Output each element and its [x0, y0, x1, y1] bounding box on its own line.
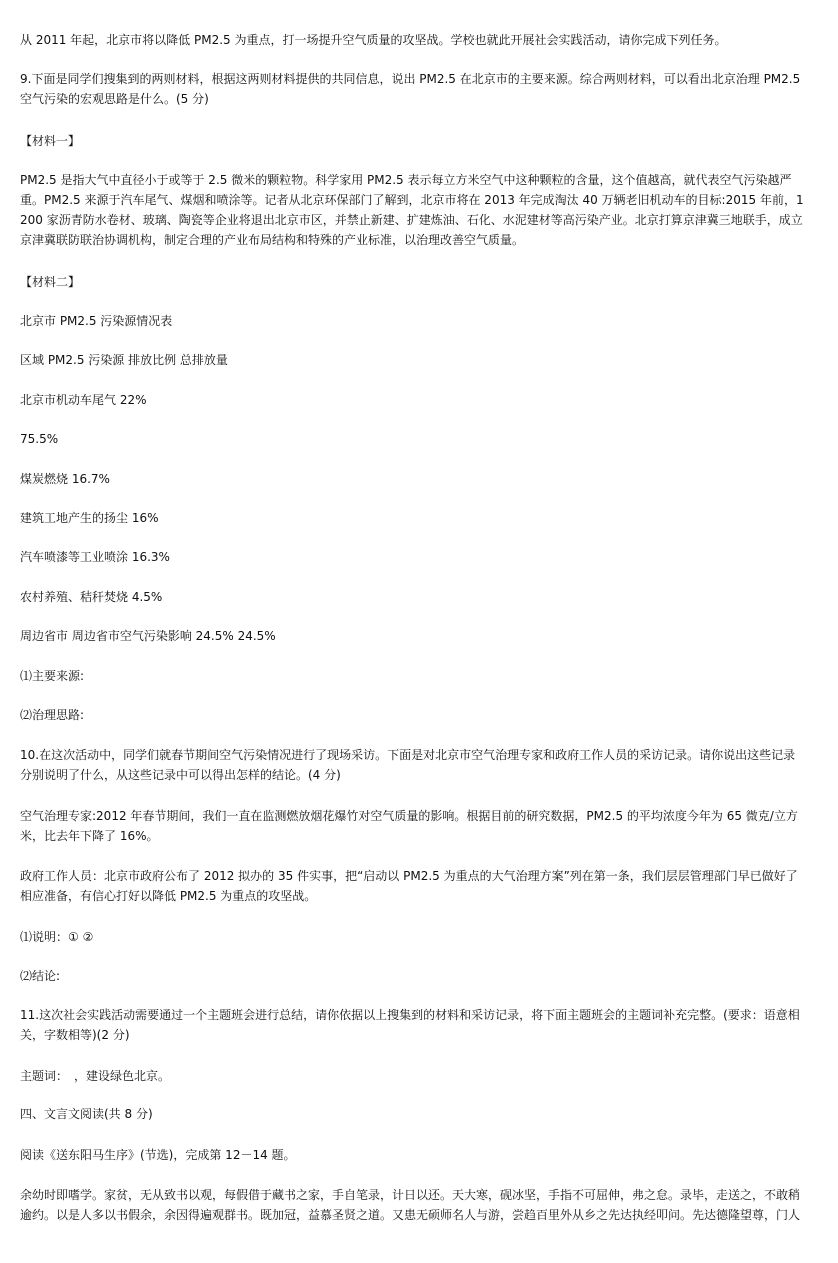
table-row: 煤炭燃烧 16.7%	[20, 472, 110, 486]
expert-record: 空气治理专家:2012 年春节期间，我们一直在监测燃放烟花爆竹对空气质量的影响。根据目前的研究数据，PM2.5 的平均浓度今年为 65 微克/立方米，比去年下降了 16%。	[20, 809, 798, 843]
table-row: 农村养殖、秸秆焚烧 4.5%	[20, 590, 163, 604]
answer-line: ⑴主要来源:	[20, 669, 85, 683]
reading-instruction: 阅读《送东阳马生序》(节选)，完成第 12－14 题。	[20, 1148, 296, 1162]
answer-line: ⑵结论:	[20, 969, 61, 983]
answer-line: ⑵治理思路:	[20, 708, 85, 722]
table-title: 北京市 PM2.5 污染源情况表	[20, 314, 173, 328]
table-row: 周边省市 周边省市空气污染影响 24.5% 24.5%	[20, 629, 276, 643]
table-row: 75.5%	[20, 432, 59, 446]
material-1-title: 【材料一】	[20, 134, 81, 148]
table-row: 建筑工地产生的扬尘 16%	[20, 511, 159, 525]
section-heading: 四、文言文阅读(共 8 分)	[20, 1107, 153, 1121]
material-2-title: 【材料二】	[20, 275, 81, 289]
intro-paragraph: 从 2011 年起，北京市将以降低 PM2.5 为重点，打一场提升空气质量的攻坚战。学校也就此开展社会实践活动，请你完成下列任务。	[20, 33, 727, 47]
table-row: 汽车喷漆等工业喷涂 16.3%	[20, 550, 170, 564]
question-9: 9.下面是同学们搜集到的两则材料，根据这两则材料提供的共同信息，说出 PM2.5 在北京市的主要来源。综合两则材料，可以看出北京治理 PM2.5 空气污染的宏观思路是什么。(5 分)	[20, 72, 801, 106]
official-record: 政府工作人员：北京市政府公布了 2012 拟办的 35 件实事，把“启动以 PM2.5 为重点的大气治理方案”列在第一条，我们层层管理部门早已做好了相应准备，有信心打好以降低 PM2.5 为重点的攻坚战。	[20, 869, 798, 903]
table-header: 区域 PM2.5 污染源 排放比例 总排放量	[20, 353, 228, 367]
answer-line: 主题词： ，建设绿色北京。	[20, 1069, 171, 1083]
answer-line: ⑴说明：① ②	[20, 930, 94, 944]
question-11: 11.这次社会实践活动需要通过一个主题班会进行总结，请你依据以上搜集到的材料和采访记录，将下面主题班会的主题词补充完整。(要求：语意相关，字数相等)(2 分)	[20, 1008, 800, 1042]
question-10: 10.在这次活动中，同学们就春节期间空气污染情况进行了现场采访。下面是对北京市空气治理专家和政府工作人员的采访记录。请你说出这些记录分别说明了什么，从这些记录中可以得出怎样的结论。(4 分)	[20, 748, 796, 782]
material-1-body: PM2.5 是指大气中直径小于或等于 2.5 微米的颗粒物。科学家用 PM2.5 表示每立方米空气中这种颗粒的含量，这个值越高，就代表空气污染越严重。PM2.5 来源于汽车尾气、煤烟和喷涂等。记者从北京环保部门了解到，北京市将在 2013 年完成淘汰 40 万辆老旧机动车的目标:2015 年前，1200 家沥青防水卷材、玻璃、陶瓷等企业将退出北京市区，并禁止新建、扩建炼油、石化、水泥建材等高污染产业。北京打算京津冀三地联手，成立京津冀联防联治协调机构，制定合理的产业布局结构和特殊的产业标准，以治理改善空气质量。	[20, 173, 804, 247]
table-row: 北京市机动车尾气 22%	[20, 393, 147, 407]
classical-text: 余幼时即嗜学。家贫，无从致书以观，每假借于藏书之家，手自笔录，计日以还。天大寒，砚冰坚，手指不可屈伸，弗之怠。录毕，走送之，不敢稍逾约。以是人多以书假余，余因得遍观群书。既加冠，益慕圣贤之道。又患无硕师名人与游，尝趋百里外从乡之先达执经叩问。先达德隆望尊，门人	[20, 1188, 801, 1222]
